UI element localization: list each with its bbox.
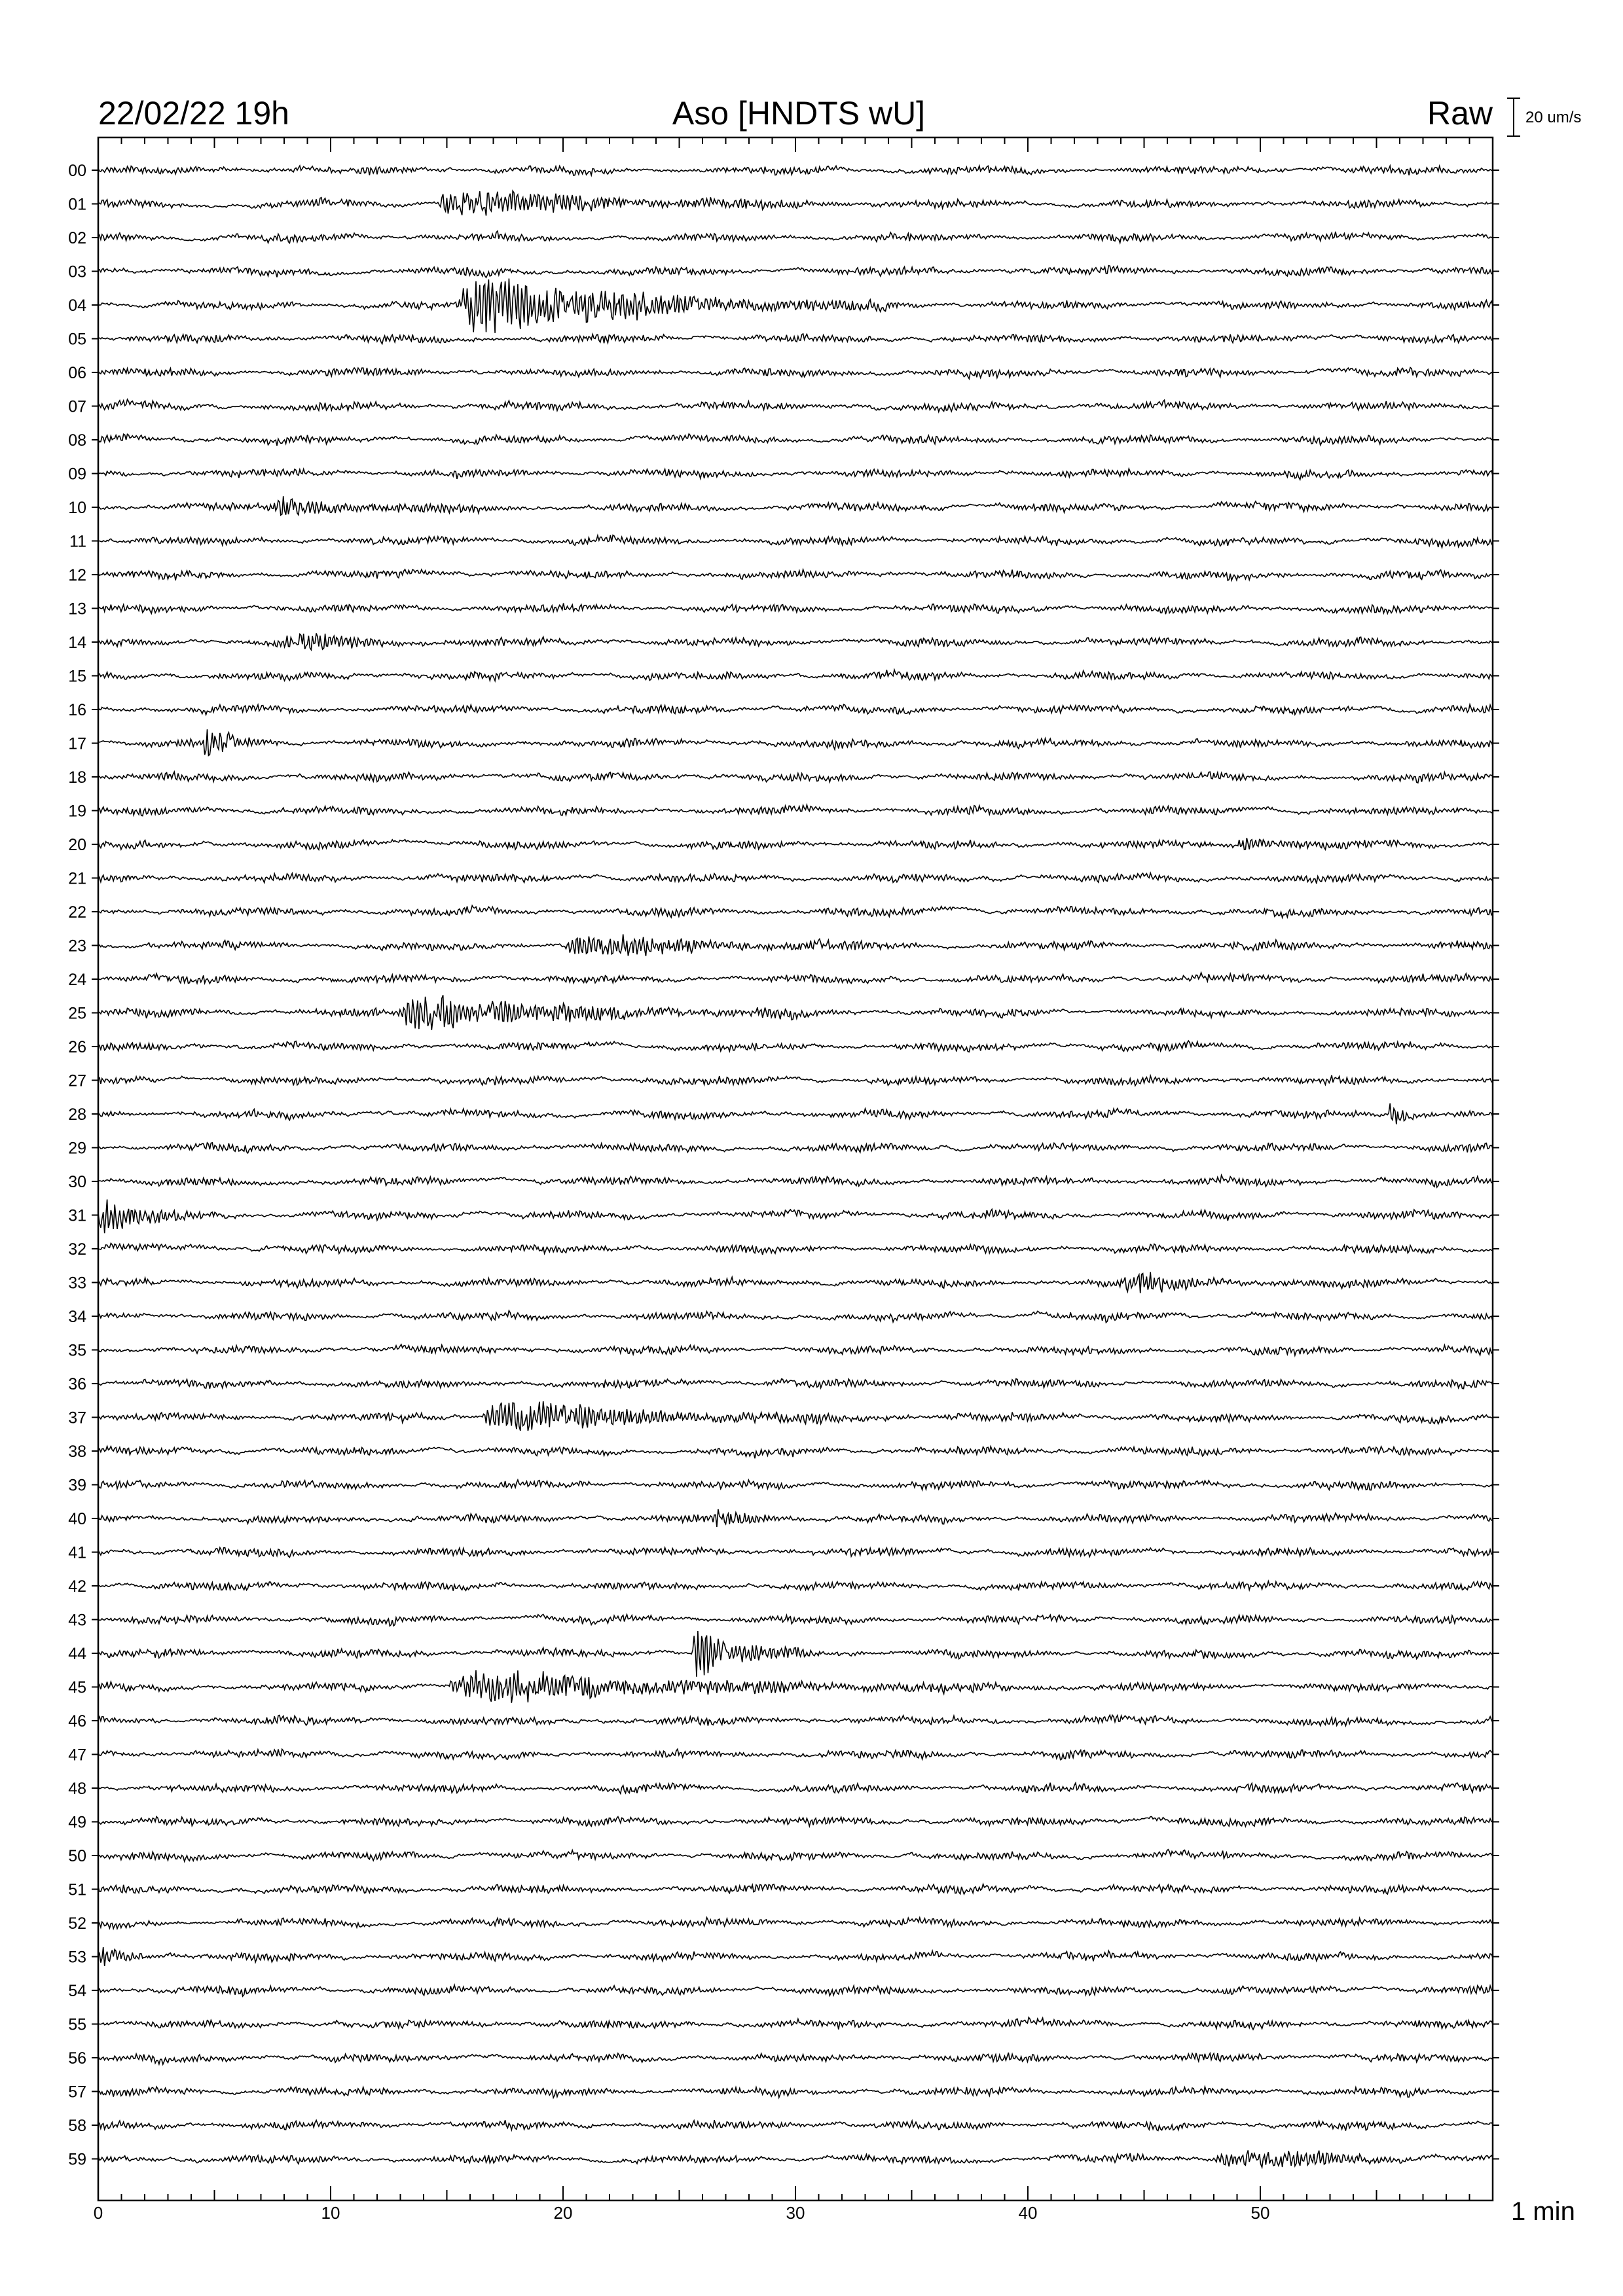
x-tick-label: 20 (553, 2203, 573, 2223)
trace-40 (98, 1509, 1493, 1527)
trace-57 (98, 2087, 1493, 2098)
trace-54 (98, 1985, 1493, 1996)
row-label: 10 (68, 499, 86, 517)
row-label: 53 (68, 1948, 86, 1967)
row-label: 54 (68, 1982, 86, 2000)
row-label: 51 (68, 1880, 86, 1899)
row-label: 58 (68, 2117, 86, 2135)
trace-12 (98, 569, 1493, 581)
row-label: 20 (68, 836, 86, 854)
trace-26 (98, 1041, 1493, 1052)
row-label: 35 (68, 1341, 86, 1360)
trace-20 (98, 838, 1493, 850)
trace-56 (98, 2053, 1493, 2064)
bottom-minor-ticks (98, 2186, 1493, 2200)
row-label: 31 (68, 1206, 86, 1225)
scale-bar-label: 20 um/s (1525, 109, 1582, 126)
trace-45 (98, 1670, 1493, 1703)
row-label: 38 (68, 1443, 86, 1461)
row-label: 16 (68, 701, 86, 719)
row-label: 17 (68, 734, 86, 753)
row-label: 40 (68, 1510, 86, 1528)
row-label: 14 (68, 634, 86, 652)
row-label: 41 (68, 1543, 86, 1562)
trace-36 (98, 1379, 1493, 1389)
trace-28 (98, 1103, 1493, 1124)
x-tick-label: 10 (321, 2203, 340, 2223)
trace-15 (98, 670, 1493, 681)
trace-18 (98, 772, 1493, 783)
row-label: 39 (68, 1476, 86, 1495)
row-label: 27 (68, 1071, 86, 1090)
trace-32 (98, 1244, 1493, 1255)
scale-bar (1507, 98, 1520, 136)
trace-06 (98, 368, 1493, 379)
trace-10 (98, 496, 1493, 515)
trace-48 (98, 1783, 1493, 1794)
row-label: 59 (68, 2150, 86, 2169)
trace-05 (98, 334, 1493, 344)
row-label: 50 (68, 1847, 86, 1865)
row-label: 09 (68, 465, 86, 484)
trace-41 (98, 1548, 1493, 1558)
row-label: 05 (68, 330, 86, 349)
row-labels (68, 162, 86, 2169)
trace-50 (98, 1850, 1493, 1861)
row-label: 25 (68, 1004, 86, 1023)
row-label: 48 (68, 1780, 86, 1798)
row-label: 28 (68, 1105, 86, 1124)
row-label: 21 (68, 869, 86, 888)
trace-08 (98, 434, 1493, 446)
trace-group (92, 166, 1499, 2167)
row-label: 52 (68, 1914, 86, 1933)
x-tick-label: 0 (93, 2203, 103, 2223)
trace-03 (98, 266, 1493, 278)
row-label: 13 (68, 600, 86, 619)
trace-21 (98, 873, 1493, 884)
trace-49 (98, 1817, 1493, 1827)
row-label: 29 (68, 1139, 86, 1158)
row-label: 08 (68, 431, 86, 450)
x-tick-label: 30 (786, 2203, 805, 2223)
row-label: 18 (68, 768, 86, 787)
top-minor-ticks (98, 137, 1493, 152)
row-label: 11 (69, 532, 86, 551)
trace-39 (98, 1480, 1493, 1490)
row-label: 49 (68, 1813, 86, 1832)
row-label: 02 (68, 229, 86, 247)
trace-58 (98, 2120, 1493, 2130)
trace-14 (98, 634, 1493, 650)
row-label: 22 (68, 903, 86, 922)
trace-46 (98, 1715, 1493, 1726)
row-label: 42 (68, 1577, 86, 1596)
trace-29 (98, 1143, 1493, 1153)
x-tick-label: 40 (1018, 2203, 1038, 2223)
row-label: 43 (68, 1611, 86, 1630)
trace-34 (98, 1311, 1493, 1323)
trace-59 (98, 2150, 1493, 2167)
row-label: 03 (68, 262, 86, 281)
trace-01 (98, 191, 1493, 216)
trace-35 (98, 1344, 1493, 1355)
trace-00 (98, 166, 1493, 175)
row-label: 47 (68, 1746, 86, 1765)
trace-04 (98, 279, 1493, 333)
row-label: 34 (68, 1308, 86, 1326)
trace-53 (98, 1947, 1493, 1966)
trace-33 (98, 1272, 1493, 1293)
trace-27 (98, 1075, 1493, 1086)
row-label: 04 (68, 296, 86, 315)
row-label: 33 (68, 1274, 86, 1293)
station-title: Aso [HNDTS wU] (672, 95, 926, 132)
row-label: 24 (68, 971, 86, 989)
trace-38 (98, 1446, 1493, 1459)
trace-19 (98, 805, 1493, 816)
trace-47 (98, 1749, 1493, 1759)
trace-51 (98, 1884, 1493, 1894)
trace-23 (98, 935, 1493, 956)
row-label: 00 (68, 162, 86, 180)
row-label: 57 (68, 2083, 86, 2102)
x-tick-label: 50 (1250, 2203, 1270, 2223)
trace-25 (98, 995, 1493, 1030)
trace-11 (98, 535, 1493, 548)
trace-52 (98, 1918, 1493, 1929)
trace-13 (98, 603, 1493, 615)
row-label: 44 (68, 1645, 86, 1663)
trace-44 (98, 1631, 1493, 1677)
trace-24 (98, 973, 1493, 984)
row-label: 30 (68, 1173, 86, 1191)
trace-55 (98, 2017, 1493, 2030)
x-tick-labels (94, 2203, 1270, 2223)
row-label: 07 (68, 397, 86, 416)
row-label: 12 (68, 566, 86, 584)
trace-42 (98, 1581, 1493, 1591)
trace-16 (98, 704, 1493, 715)
row-label: 36 (68, 1375, 86, 1393)
trace-09 (98, 469, 1493, 480)
row-label: 37 (68, 1408, 86, 1427)
row-label: 15 (68, 667, 86, 686)
row-label: 32 (68, 1240, 86, 1259)
row-label: 23 (68, 937, 86, 956)
row-label: 19 (68, 802, 86, 821)
row-label: 01 (68, 195, 86, 214)
trace-31 (98, 1200, 1493, 1234)
trace-43 (98, 1615, 1493, 1626)
row-label: 55 (68, 2015, 86, 2034)
trace-30 (98, 1175, 1493, 1188)
trace-22 (98, 906, 1493, 918)
trace-07 (98, 399, 1493, 412)
datetime-label: 22/02/22 19h (98, 95, 289, 132)
trace-37 (98, 1401, 1493, 1431)
trace-17 (98, 729, 1493, 755)
row-label: 45 (68, 1678, 86, 1697)
row-label: 46 (68, 1712, 86, 1731)
row-label: 56 (68, 2049, 86, 2068)
time-unit-label: 1 min (1511, 2197, 1575, 2226)
mode-label: Raw (1427, 95, 1493, 132)
trace-02 (98, 231, 1493, 243)
row-label: 06 (68, 364, 86, 382)
row-label: 26 (68, 1038, 86, 1056)
